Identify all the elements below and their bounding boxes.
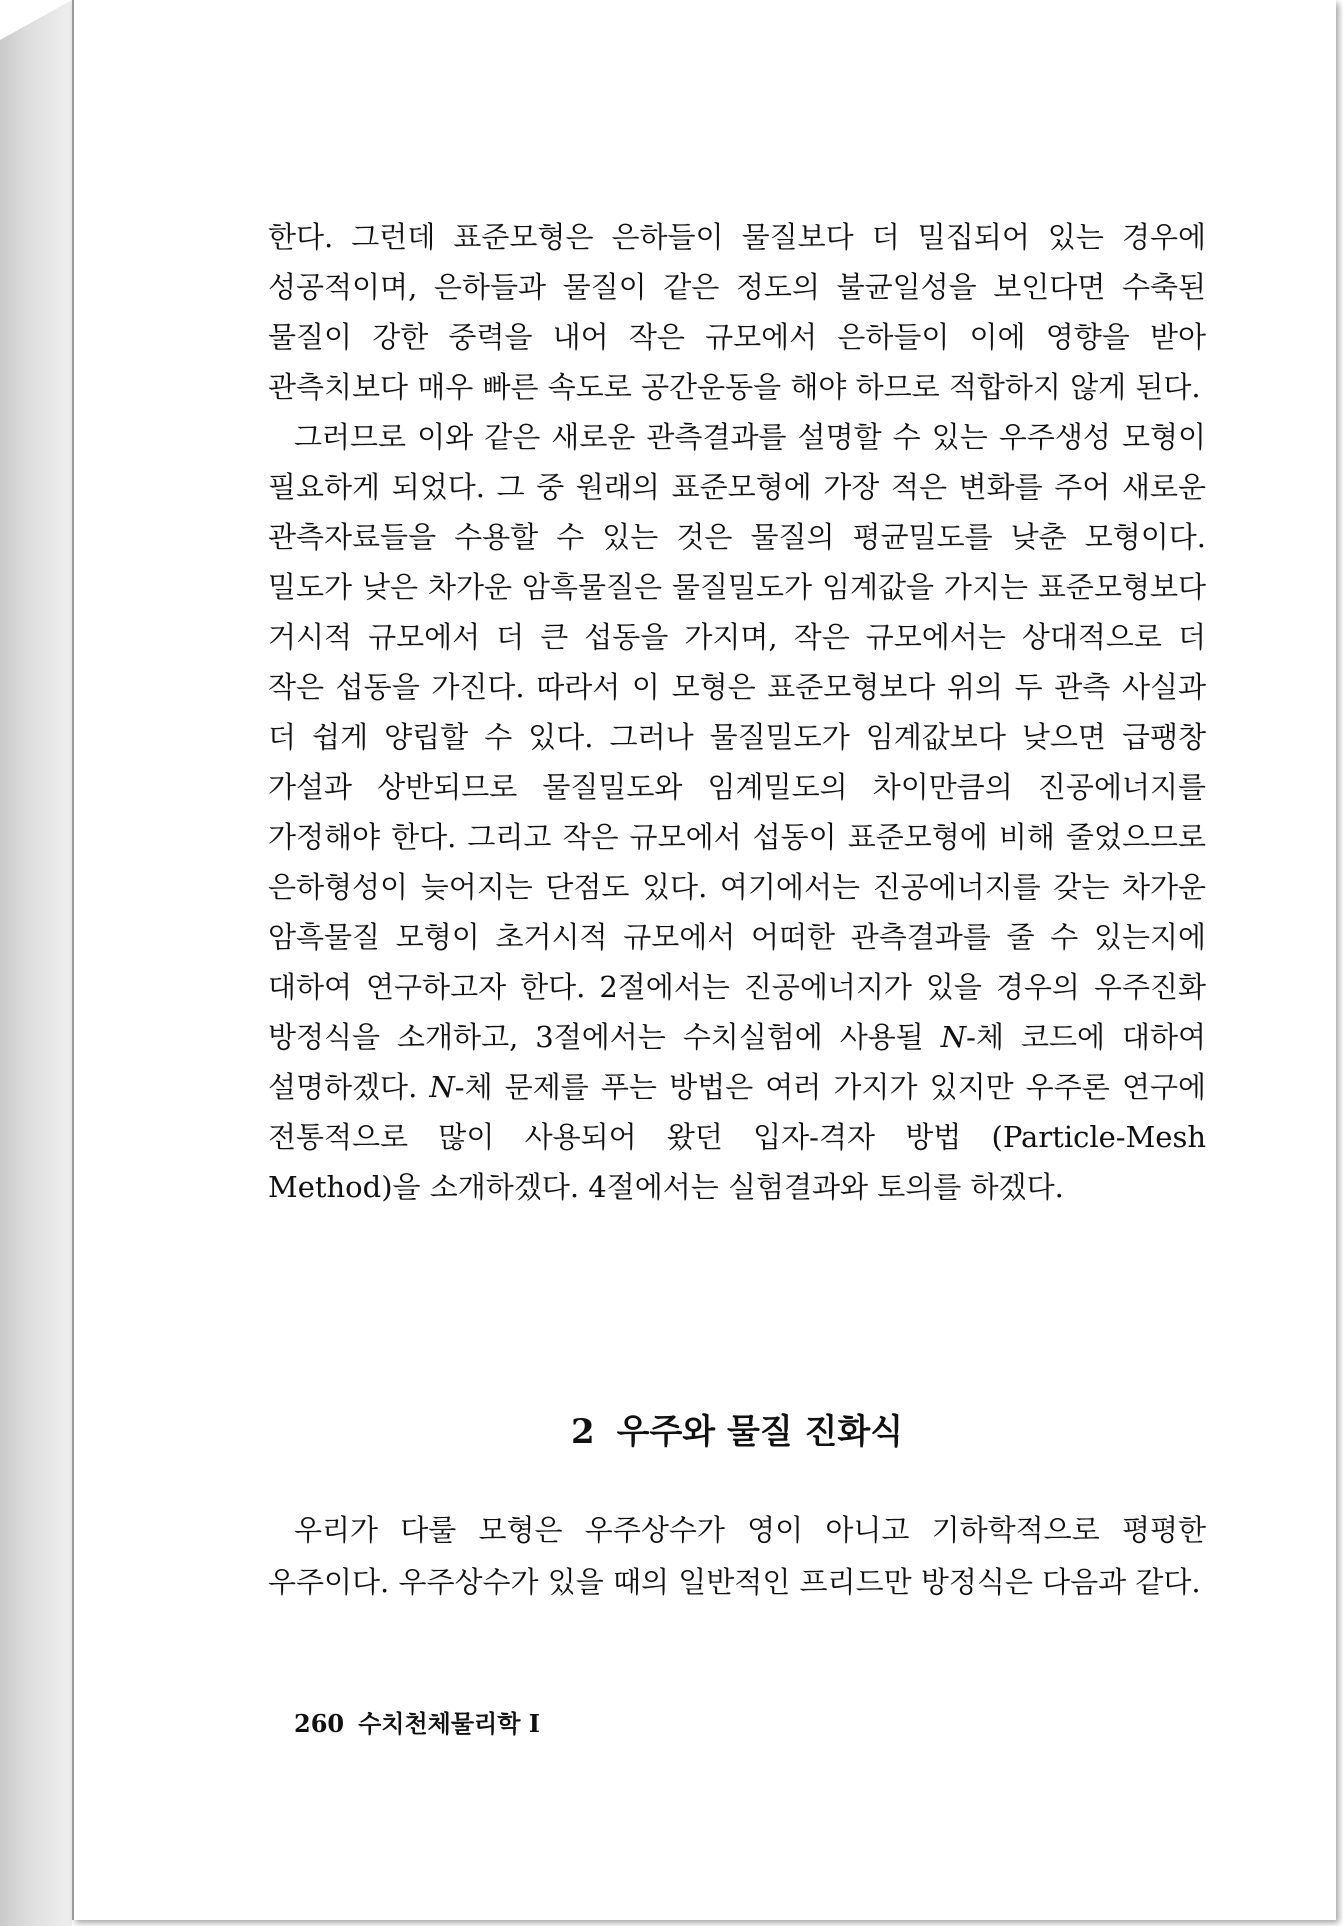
section-heading bbox=[268, 1404, 1206, 1453]
page-number: 260 bbox=[294, 1709, 345, 1738]
section-number: 2 bbox=[570, 1412, 595, 1452]
page-edge bbox=[72, 0, 74, 1920]
spine-top-corner bbox=[0, 0, 72, 40]
intro-text-block bbox=[268, 212, 1206, 1212]
page-footer bbox=[294, 1704, 540, 1739]
book-title: 수치천체물리학 I bbox=[358, 1709, 540, 1738]
paragraph-1: 한다. 그런데 표준모형은 은하들이 물질보다 더 밀집되어 있는 경우에 성공적이며, 은하들과 물질이 같은 정도의 불균일성을 보인다면 수축된 물질이 강한 중력을 내어 작은 규모에서 은하들이 이에 영향을 받아 관측치보다 매우 빠른 속도로 공간운동을 해야 하므로 적합하지 않게 된다. bbox=[268, 220, 1206, 404]
paragraph-2-text: 그러므로 이와 같은 새로운 관측결과를 설명할 수 있는 우주생성 모형이 필요하게 되었다. 그 중 원래의 표준모형에 가장 적은 변화를 주어 새로운 관측자료들을 수용할 수 있는 것은 물질의 평균밀도를 낮춘 모형이다. 밀도가 낮은 차가운 암흑물질은 물질밀도가 임계값을 가지는 표준모형보다 거시적 규모에서 더 큰 섭동을 가지며, 작은 규모에서는 상대적으로 더 작은 섭동을 가진다. 따라서 이 모형은 표준모형보다 위의 두 관측 사실과 더 쉽게 양립할 수 있다. 그러나 물질밀도가 임계값보다 낮으면 급팽창 가설과 상반되므로 물질밀도와 임계밀도의 차이만큼의 진공에너지를 가정해야 한다. 그리고 작은 규모에서 섭동이 표준모형에 비해 줄었으므로 은하형성이 늦어지는 단점도 있다. 여기에서는 진공에너지를 갖는 차가운 암흑물질 모형이 초거시적 규모에서 어떠한 관측결과를 줄 수 있는지에 대하여 연구하고자 한다. 2절에서는 진공에너지가 있을 경우의 우주진화 방정식을 소개하고, 3절에서는 수치실험에 사용될 bbox=[268, 420, 1206, 1054]
section-paragraph-1: 우리가 다룰 모형은 우주상수가 영이 아니고 기하학적으로 평평한 우주이다. 우주상수가 있을 때의 일반적인 프리드만 방정식은 다음과 같다. bbox=[268, 1513, 1206, 1599]
section-text-block bbox=[268, 1504, 1206, 1608]
book-spine bbox=[0, 0, 72, 1926]
paragraph-2-text-c: -체 문제를 푸는 방법은 여러 가지가 있지만 우주론 연구에 전통적으로 많이 사용되어 왔던 입자-격자 방법 (Particle-Mesh Method)을 소개하겠다. 4절에서는 실험결과와 토의를 하겠다. bbox=[268, 1070, 1206, 1204]
n-body-symbol: N bbox=[429, 1070, 455, 1104]
section-title: 우주와 물질 진화식 bbox=[616, 1412, 904, 1452]
n-body-symbol: N bbox=[940, 1020, 967, 1054]
paragraph-2 bbox=[268, 412, 1206, 1212]
paragraph-2-text-b: -체 코드에 대하여 설명하겠다. bbox=[268, 1020, 1206, 1104]
